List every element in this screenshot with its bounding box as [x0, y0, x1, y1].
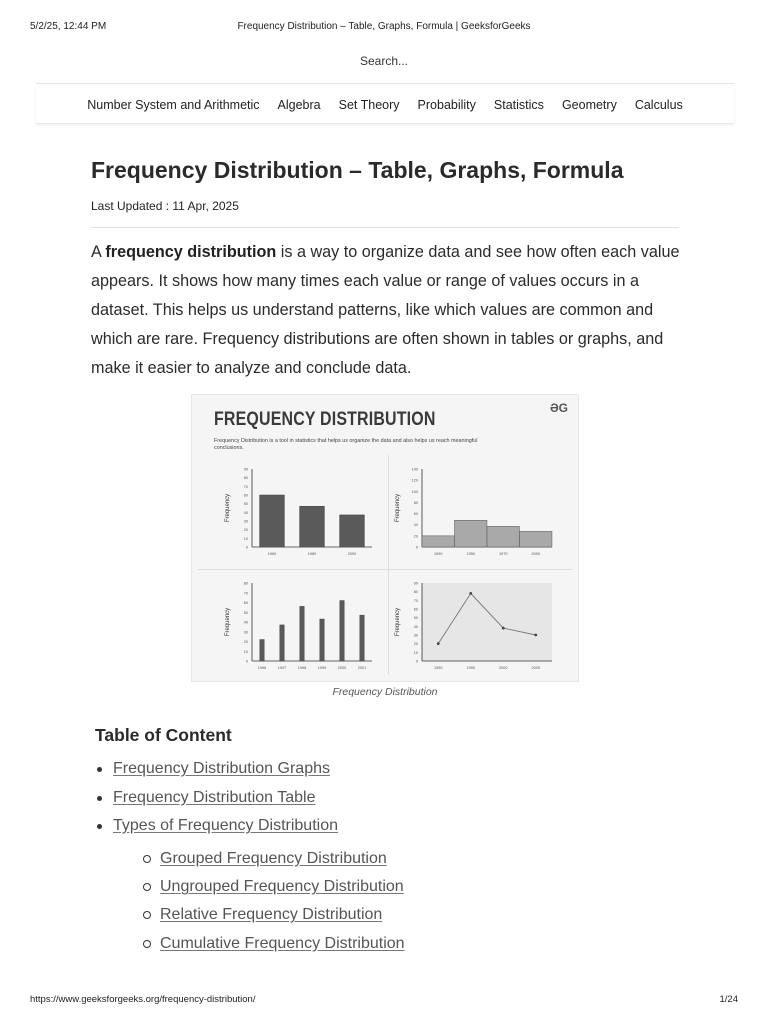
bar [422, 536, 454, 547]
data-point [534, 634, 537, 637]
toc-sub-list [142, 846, 405, 959]
data-point [469, 592, 472, 595]
x-tick-label: 1960 [267, 552, 277, 556]
footer-url: https://www.geeksforgeeks.org/frequency-distribution/ [30, 994, 256, 1005]
y-tick-label: 0 [245, 659, 248, 664]
y-tick-label: 0 [415, 545, 418, 550]
y-tick-label: 100 [411, 489, 418, 494]
toc-link-cumulative[interactable]: Cumulative Frequency Distribution [160, 934, 405, 952]
column-chart-svg [222, 577, 382, 677]
bar-chart-panel [222, 463, 382, 563]
nav-item-number-system[interactable]: Number System and Arithmetic [87, 97, 260, 112]
y-tick-label: 20 [243, 640, 248, 644]
bar [487, 526, 519, 547]
toc-heading: Table of Content [95, 725, 232, 745]
article-title: Frequency Distribution – Table, Graphs, Formula [91, 157, 624, 183]
y-tick-label: 50 [243, 502, 248, 507]
frequency-distribution-figure [191, 394, 579, 682]
y-tick-label: 60 [413, 512, 418, 517]
y-axis-label: Frequency [225, 493, 231, 523]
line-chart-panel [392, 577, 562, 677]
intro-prefix: A [91, 243, 106, 261]
last-updated: Last Updated : 11 Apr, 2025 [91, 199, 239, 213]
column-chart-panel [222, 577, 382, 677]
x-tick-label: 1990 [434, 666, 443, 670]
y-tick-label: 40 [413, 523, 418, 528]
data-point [502, 627, 505, 630]
y-tick-label: 50 [413, 616, 418, 621]
y-tick-label: 30 [243, 630, 248, 635]
y-tick-label: 40 [243, 620, 248, 625]
toc-sub-item [142, 874, 405, 902]
x-tick-label: 2000 [531, 552, 540, 556]
line-chart-svg [392, 577, 562, 677]
x-tick-label: 1990 [434, 552, 443, 556]
y-tick-label: 20 [243, 528, 248, 533]
y-tick-label: 20 [413, 534, 418, 539]
x-tick-label: 1997 [277, 666, 287, 670]
topic-nav [36, 86, 734, 124]
toc-sub-item [142, 902, 405, 930]
intro-bold-term: frequency distribution [105, 243, 277, 261]
x-tick-label: 2000 [337, 666, 347, 670]
x-tick-label: 1996 [257, 666, 267, 670]
print-header [0, 0, 768, 44]
y-tick-label: 90 [413, 581, 418, 586]
bar [320, 619, 324, 661]
x-tick-label: 1950 [466, 552, 475, 556]
toc-link-graphs[interactable]: Frequency Distribution Graphs [113, 760, 330, 777]
figure-title: FREQUENCY DISTRIBUTION [214, 409, 436, 430]
toc-item [95, 756, 338, 785]
bar [280, 625, 284, 661]
y-tick-label: 30 [243, 519, 248, 524]
toc-link-table[interactable]: Frequency Distribution Table [113, 788, 316, 806]
search-divider [36, 83, 734, 84]
y-tick-label: 80 [413, 500, 418, 505]
nav-item-geometry[interactable]: Geometry [561, 97, 617, 112]
y-tick-label: 70 [243, 591, 248, 596]
bar [260, 495, 285, 547]
y-tick-label: 10 [413, 650, 418, 655]
intro-rest: is a way to organize data and see how often each value appears. It shows how many times each value or range of values occurs in a dataset. This helps us understand patterns, like which values are common and which are rare. Frequency distributions are often shown in tables or graphs, and make it easier to analyze and conclude data. [91, 243, 680, 377]
nav-item-set-theory[interactable]: Set Theory [338, 97, 400, 112]
plot-background [422, 583, 552, 661]
y-tick-label: 70 [413, 598, 418, 603]
y-tick-label: 80 [413, 590, 418, 595]
figure-divider-horizontal [198, 569, 572, 570]
histogram-svg [392, 463, 562, 563]
nav-item-calculus[interactable]: Calculus [634, 97, 683, 112]
toc-link-types[interactable]: Types of Frequency Distribution [113, 817, 338, 834]
y-tick-label: 20 [413, 642, 418, 647]
y-tick-label: 60 [243, 493, 248, 498]
x-tick-label: 1980 [307, 552, 317, 556]
bar [260, 640, 264, 661]
y-tick-label: 70 [243, 484, 248, 489]
y-tick-label: 120 [411, 478, 418, 483]
y-tick-label: 60 [243, 601, 248, 605]
histogram-panel [392, 463, 562, 563]
y-tick-label: 80 [243, 581, 248, 586]
toc-link-ungrouped[interactable]: Ungrouped Frequency Distribution [160, 878, 404, 896]
y-tick-label: 10 [243, 649, 248, 654]
bar [300, 506, 325, 547]
figure-divider-vertical [388, 455, 389, 675]
toc-link-relative[interactable]: Relative Frequency Distribution [160, 906, 383, 924]
figure-caption: Frequency Distribution [332, 686, 438, 698]
bar [360, 615, 364, 661]
y-tick-label: 10 [243, 536, 248, 541]
y-tick-label: 50 [243, 610, 248, 615]
print-date: 5/2/25, 12:44 PM [30, 21, 107, 32]
toc-sub-item [142, 931, 405, 959]
footer-page-number: 1/24 [719, 994, 738, 1005]
x-tick-label: 2000 [499, 666, 508, 670]
toc-list [95, 756, 338, 842]
x-tick-label: 2001 [357, 666, 367, 670]
toc-link-grouped[interactable]: Grouped Frequency Distribution [160, 850, 387, 867]
y-tick-label: 140 [411, 467, 418, 472]
nav-item-probability[interactable]: Probability [417, 97, 476, 112]
x-tick-label: 1970 [499, 552, 508, 556]
y-tick-label: 40 [243, 510, 248, 515]
x-tick-label: 2000 [347, 552, 357, 556]
data-point [437, 642, 440, 645]
bar [520, 531, 552, 547]
y-tick-label: 80 [243, 476, 248, 481]
toc-sub-item [142, 846, 405, 874]
x-tick-label: 1995 [466, 666, 475, 670]
title-divider [91, 227, 679, 228]
y-tick-label: 40 [413, 624, 418, 629]
gfg-logo: ƏG [549, 401, 568, 415]
bar [340, 515, 365, 547]
toc-item [95, 785, 338, 814]
print-page-title: Frequency Distribution – Table, Graphs, Formula | GeeksforGeeks [237, 21, 531, 32]
y-tick-label: 60 [413, 607, 418, 612]
x-tick-label: 1999 [317, 666, 327, 670]
y-tick-label: 90 [243, 467, 248, 472]
search-input[interactable]: Search... [359, 54, 409, 68]
figure-subtitle: Frequency Distribution is a tool in statistics that helps us organize the data and also helps us reach meaningful conclusions. [214, 438, 478, 451]
nav-item-algebra[interactable]: Algebra [277, 97, 321, 112]
y-axis-label: Frequency [225, 607, 231, 637]
bar [340, 601, 344, 661]
x-tick-label: 1998 [297, 666, 307, 670]
y-tick-label: 0 [245, 545, 248, 550]
nav-item-statistics[interactable]: Statistics [493, 97, 544, 112]
y-axis-label: Frequency [395, 607, 401, 637]
intro-paragraph [91, 238, 691, 383]
y-axis-label: Frequency [395, 493, 401, 523]
x-tick-label: 2005 [531, 666, 540, 670]
search-bar[interactable] [0, 52, 768, 84]
y-tick-label: 0 [415, 659, 418, 664]
toc-item [95, 813, 338, 842]
bar [300, 606, 304, 661]
bar-chart-svg [222, 463, 382, 563]
bar [455, 520, 487, 547]
y-tick-label: 30 [413, 633, 418, 638]
